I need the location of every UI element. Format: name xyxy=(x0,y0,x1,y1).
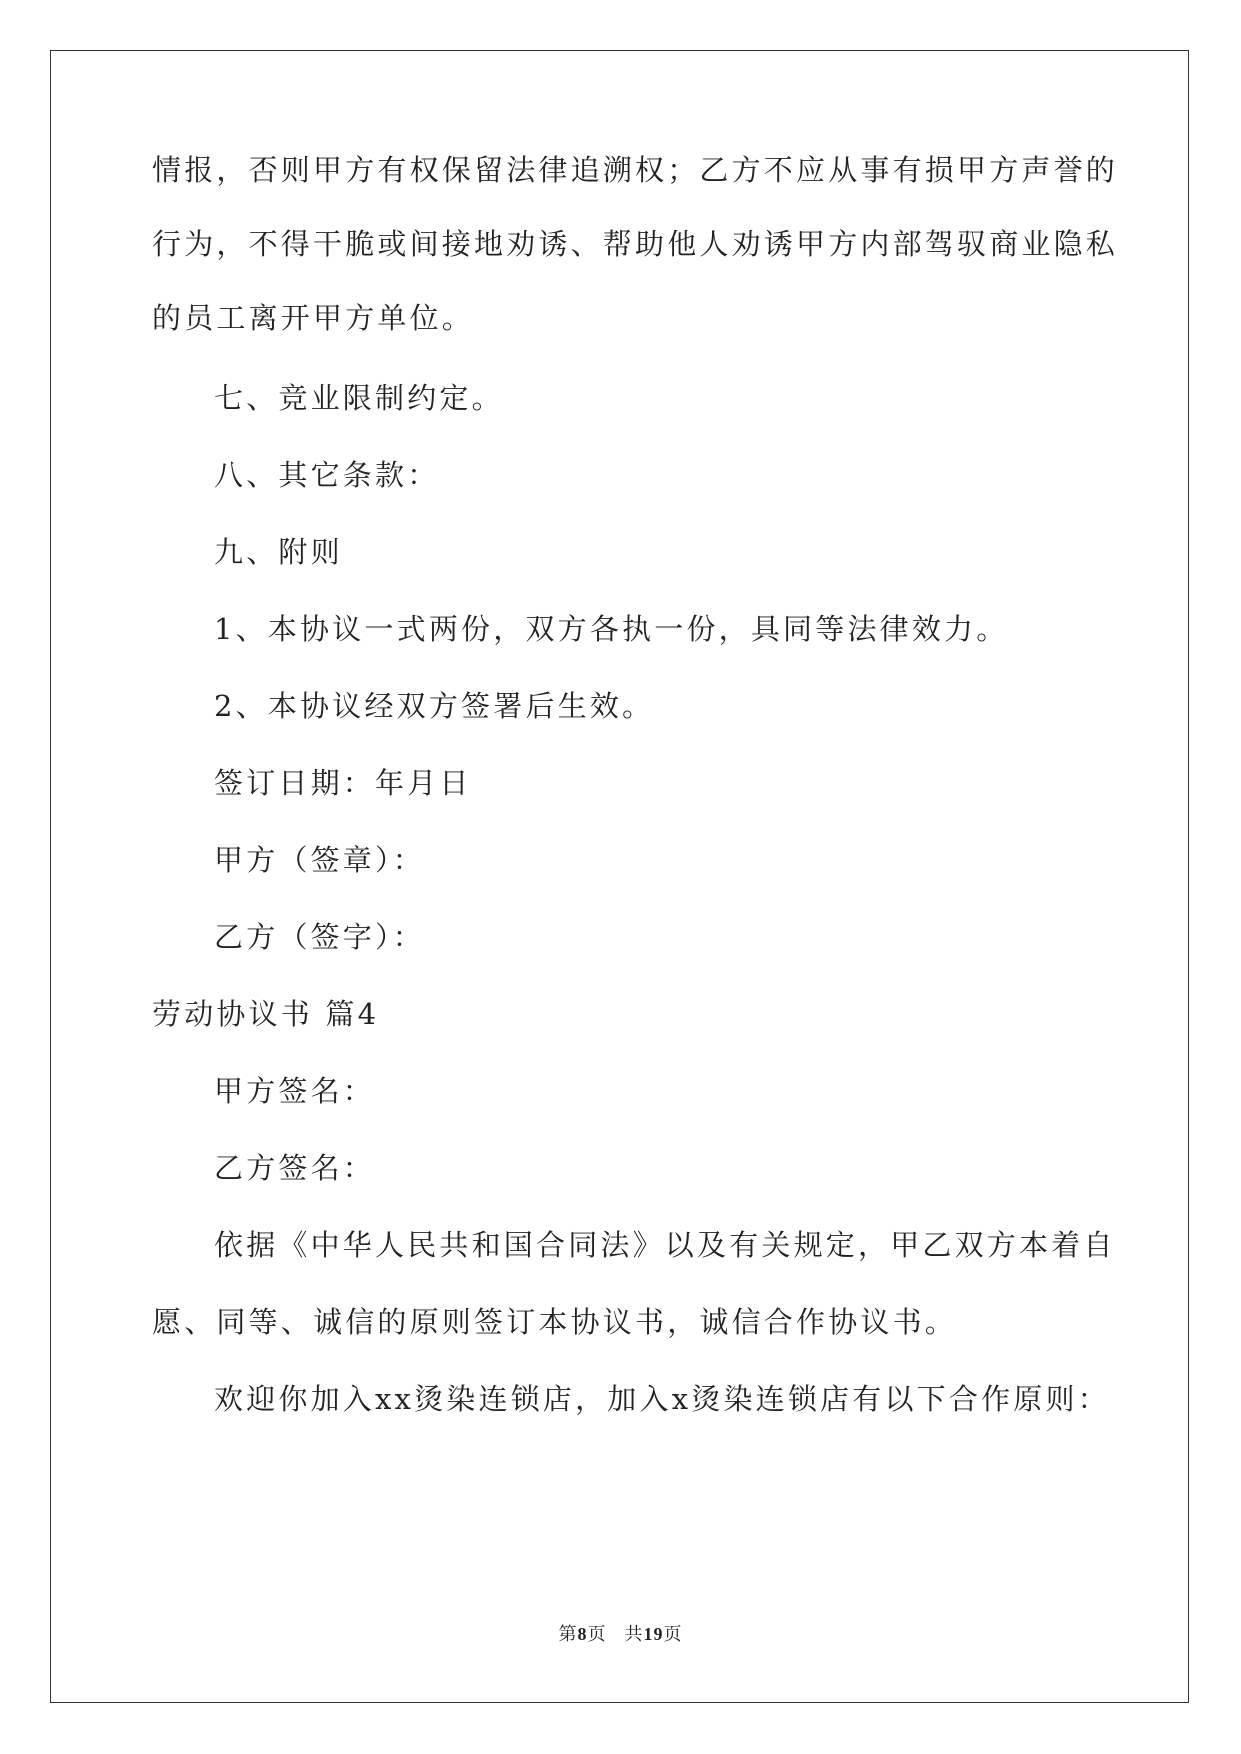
section-heading-9: 九、附则 xyxy=(214,535,343,569)
signing-date-line: 签订日期：年月日 xyxy=(214,766,472,800)
body-text-line: 愿、同等、诚信的原则签订本协议书，诚信合作协议书。 xyxy=(152,1305,958,1339)
body-text-line: 行为，不得干脆或间接地劝诱、帮助他人劝诱甲方内部驾驭商业隐私 xyxy=(152,227,1119,261)
page-footer xyxy=(0,1620,1241,1646)
body-text-line: 的员工离开甲方单位。 xyxy=(152,301,475,335)
article-title: 劳动协议书 篇4 xyxy=(152,997,380,1031)
clause-1: 1、本协议一式两份，双方各执一份，具同等法律效力。 xyxy=(214,612,1009,646)
section-heading-7: 七、竞业限制约定。 xyxy=(214,381,504,415)
page-prefix: 第 xyxy=(558,1624,578,1644)
party-b-signature-line: 乙方（签字）： xyxy=(214,920,425,954)
page-unit: 页 xyxy=(587,1624,607,1644)
total-unit: 页 xyxy=(663,1624,683,1644)
total-prefix: 共 xyxy=(624,1624,644,1644)
total-pages: 19 xyxy=(643,1624,664,1644)
page-number: 8 xyxy=(577,1624,588,1644)
clause-2: 2、本协议经双方签署后生效。 xyxy=(214,689,655,723)
body-text-line: 欢迎你加入xx烫染连锁店，加入x烫染连锁店有以下合作原则： xyxy=(214,1382,1110,1416)
body-text-line: 情报，否则甲方有权保留法律追溯权；乙方不应从事有损甲方声誉的 xyxy=(152,153,1119,187)
body-text-line: 依据《中华人民共和国合同法》以及有关规定，甲乙双方本着自 xyxy=(214,1228,1116,1262)
party-b-name-line: 乙方签名： xyxy=(214,1151,376,1185)
party-a-name-line: 甲方签名： xyxy=(214,1074,376,1108)
party-a-seal-line: 甲方（签章）： xyxy=(214,843,425,877)
section-heading-8: 八、其它条款： xyxy=(214,458,440,492)
